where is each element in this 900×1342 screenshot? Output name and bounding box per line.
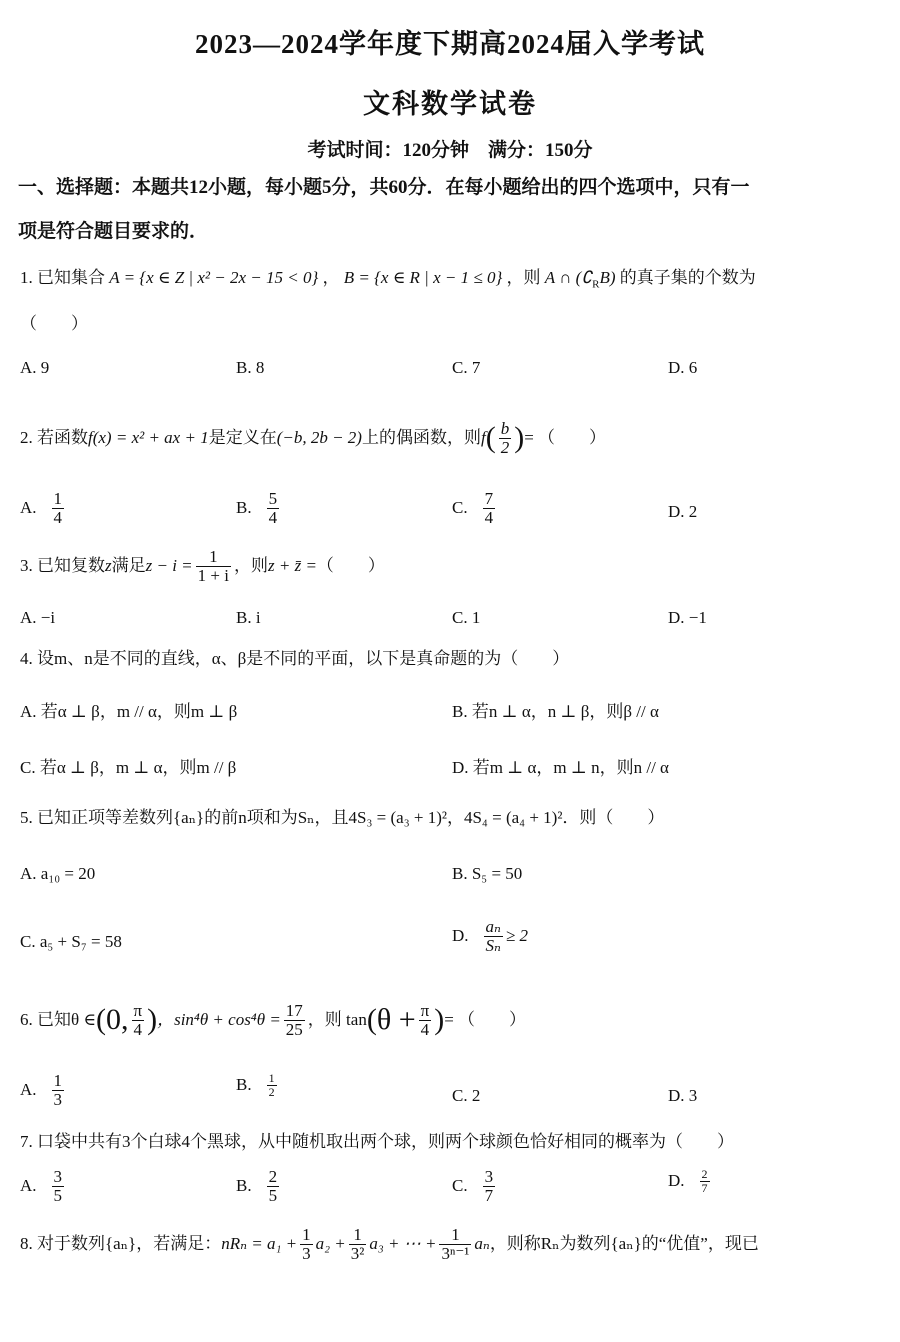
q4-option-d[interactable]: D. 若m ⊥ α，m ⊥ n，则n // α (452, 758, 669, 777)
exam-info: 考试时间：120分钟 满分：150分 (307, 140, 593, 161)
q1-option-b[interactable]: B. 8 (236, 358, 265, 377)
q3-lhs: z − i = (145, 556, 193, 576)
q1-expr: A ∩ (∁ (544, 268, 593, 287)
q2-mid: 是定义在 (208, 428, 277, 448)
q5-option-d[interactable]: D. $\frac{\text{aₙ}}{\text{Sₙ}}$ ≥ 2 (452, 917, 529, 955)
q3-rhs: z + z̄ = (267, 556, 317, 576)
question-5-stem: 5. 已知正项等差数列{aₙ}的前n项和为Sₙ，且4S₃ = (a₃ + 1)²，4S₄ = (a₄ + 1)²．则（ ） (20, 808, 665, 827)
q6-option-b[interactable]: B. $\frac{1}{2}$ (236, 1071, 275, 1099)
q3-z: z (105, 556, 112, 576)
q2-func: f(x) = x² + ax + 1 (88, 428, 209, 448)
q4-option-c[interactable]: C. 若α ⊥ β，m ⊥ α，则m // β (20, 758, 237, 777)
question-3-stem (20, 548, 890, 585)
q1-paren: （ ） (20, 314, 88, 333)
q6-tan-fraction: $\frac{\pi}{4}$ (420, 1001, 430, 1039)
q6-option-d[interactable]: D. 3 (668, 1086, 698, 1105)
q8-suffix: ，则称Rₙ为数列{aₙ}的“优值”，现已 (489, 1234, 759, 1254)
section-heading-line2: 项是符合题目要求的． (18, 221, 209, 242)
q1-mid: ，则 (506, 268, 541, 287)
question-7-stem: 7. 口袋中共有3个白球4个黑球，从中随机取出两个球，则两个球颜色恰好相同的概率为（ ） (20, 1132, 734, 1151)
q8-term1-fraction: $\frac{1}{3}$ (302, 1225, 311, 1263)
q5-option-a[interactable]: A. a₁₀ = 20 (20, 864, 96, 883)
q1-prefix: 1. 已知集合 (20, 268, 105, 287)
section-heading-line1: 一、选择题：本题共12小题，每小题5分，共60分．在每小题给出的四个选项中，只有一 (18, 177, 750, 198)
q6-prefix: 6. 已知θ ∈ (20, 1010, 96, 1030)
q3-paren: （ ） (316, 556, 385, 576)
q4-option-a[interactable]: A. 若α ⊥ β，m // α，则m ⊥ β (20, 702, 238, 721)
q1-option-c[interactable]: C. 7 (452, 358, 481, 377)
q7-option-d[interactable]: D. $\frac{2}{7}$ (668, 1167, 708, 1195)
q8-prefix: 8. 对于数列{aₙ}，若满足： (20, 1234, 222, 1254)
q2-fraction: $\frac{b}{2}$ (500, 419, 510, 457)
q4-option-b[interactable]: B. 若n ⊥ α，n ⊥ β，则β // α (452, 702, 659, 721)
q7-option-a[interactable]: A. $\frac{3}{5}$ (20, 1167, 63, 1205)
q2-prefix: 2. 若函数 (20, 428, 88, 448)
q6-suffix: = （ ） (444, 1010, 527, 1030)
q3-option-d[interactable]: D. −1 (668, 608, 707, 627)
question-6-stem: 6. 已知θ ∈ (0, $\frac{\pi}{4}$ ) ，sin⁴θ + cos⁴θ = $\frac{17}{25}$ ，则 tan (θ + $\frac{\pi}{4}$ ) = （ ） (20, 1001, 527, 1039)
q3-option-b[interactable]: B. i (236, 608, 261, 627)
q8-lhs: nRₙ = a₁ + (221, 1234, 298, 1254)
q6-pi-fraction: $\frac{\pi}{4}$ (133, 1001, 143, 1039)
question-1-stem (20, 268, 890, 292)
q1-option-a[interactable]: A. 9 (20, 358, 50, 377)
q6-eq: ，sin⁴θ + cos⁴θ = (157, 1010, 281, 1030)
q6-option-a[interactable]: A. $\frac{1}{3}$ (20, 1071, 63, 1109)
question-8-stem: 8. 对于数列{aₙ}，若满足： nRₙ = a₁ + $\frac{1}{3}$ a₂ + $\frac{1}{\text{3²}}$ a₃ + ⋯ + $\frac{1}{\text{3ⁿ⁻¹}}$ aₙ ，则称Rₙ为数列{aₙ}的“优值”，现已 (20, 1225, 759, 1263)
q1-set-a: A = {x ∈ Z | x² − 2x − 15 < 0} (109, 268, 319, 287)
q8-term3-fraction: $\frac{1}{\text{3ⁿ⁻¹}}$ (441, 1225, 470, 1263)
q3-prefix: 3. 已知复数 (20, 556, 105, 576)
q7-option-b[interactable]: B. $\frac{2}{5}$ (236, 1167, 278, 1205)
q1-option-d[interactable]: D. 6 (668, 358, 698, 377)
q2-suffix: = （ ） (524, 428, 607, 448)
q8-term2-fraction: $\frac{1}{\text{3²}}$ (350, 1225, 365, 1263)
q3-option-c[interactable]: C. 1 (452, 608, 481, 627)
q2-interval: (−b, 2b − 2) (276, 428, 362, 448)
q2-mid2: 上的偶函数，则 (361, 428, 481, 448)
q2-option-a[interactable]: A. $\frac{1}{4}$ (20, 489, 63, 527)
q1-sep: ， (322, 268, 340, 287)
q5-option-b[interactable]: B. S₅ = 50 (452, 864, 523, 883)
question-2-stem: 2. 若函数 f(x) = x² + ax + 1 是定义在 (−b, 2b − 2) 上的偶函数，则 f ( $\frac{b}{2}$ ) = （ ） (20, 419, 607, 457)
q2-option-c[interactable]: C. $\frac{7}{4}$ (452, 489, 494, 527)
q1-suffix: 的真子集的个数为 (619, 268, 756, 287)
q2-option-d[interactable]: D. 2 (668, 502, 698, 521)
q1-expr-end: B) (599, 268, 616, 287)
exam-title: 2023—2024学年度下期高2024届入学考试 (195, 29, 705, 59)
q2-f: f (480, 428, 486, 448)
q2-option-b[interactable]: B. $\frac{5}{4}$ (236, 489, 278, 527)
q6-mid: ，则 tan (307, 1010, 367, 1030)
q6-value-fraction: $\frac{17}{25}$ (285, 1001, 303, 1039)
q1-expr-sub: R (592, 278, 600, 291)
question-4-stem: 4. 设m、n是不同的直线，α、β是不同的平面，以下是真命题的为（ ） (20, 649, 570, 668)
q3-fraction: $\frac{1}{1 + i}$ (197, 547, 229, 585)
q6-option-c[interactable]: C. 2 (452, 1086, 481, 1105)
q3-mid: 满足 (111, 556, 146, 576)
q7-option-c[interactable]: C. $\frac{3}{7}$ (452, 1167, 494, 1205)
q1-set-b: B = {x ∈ R | x − 1 ≤ 0} (343, 268, 503, 287)
q3-option-a[interactable]: A. −i (20, 608, 56, 627)
q5-option-c[interactable]: C. a₅ + S₇ = 58 (20, 932, 122, 951)
exam-subtitle: 文科数学试卷 (363, 89, 537, 119)
q3-mid2: ，则 (233, 556, 268, 576)
